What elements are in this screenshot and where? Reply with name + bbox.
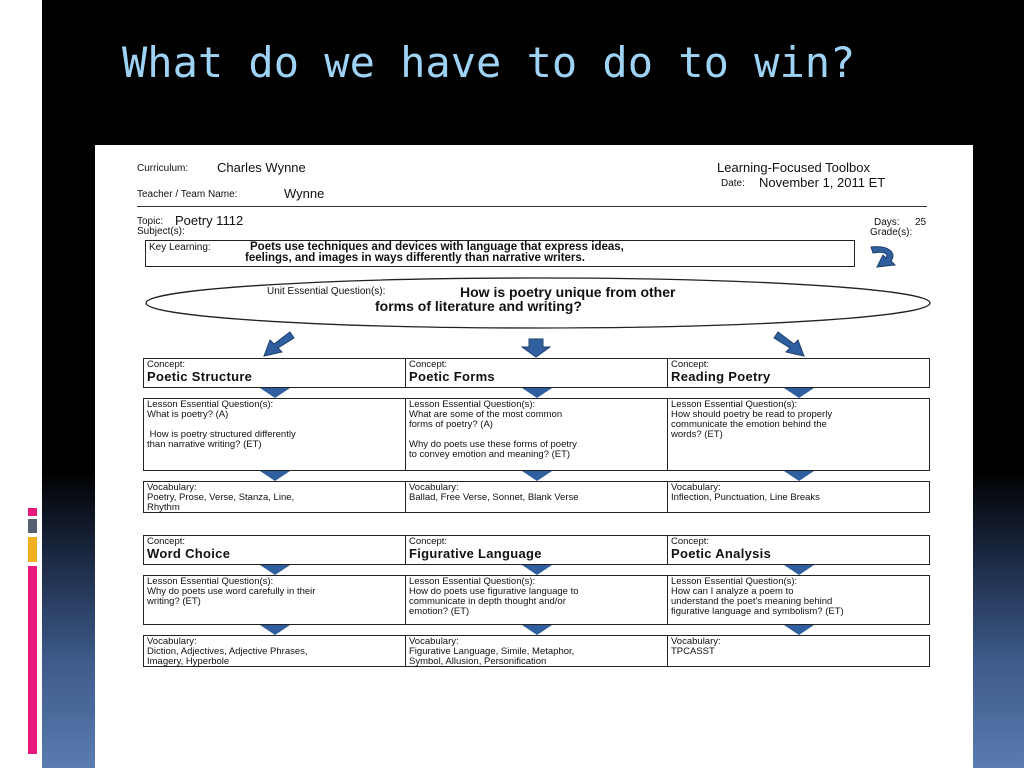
concept-cell-3	[667, 358, 930, 388]
concept-cell-4	[143, 535, 406, 565]
teacher-label: Teacher / Team Name:	[137, 189, 238, 200]
vocab-label: Vocabulary:	[671, 482, 721, 493]
header-rule	[137, 206, 927, 207]
concept-label: Concept:	[671, 359, 710, 370]
leq-line: communicate in depth thought and/or	[409, 596, 566, 607]
leq-line: understand the poet's meaning behind	[671, 596, 833, 607]
leq-cell-3	[667, 398, 930, 471]
concept-cell-5	[405, 535, 668, 565]
key-learning-box	[145, 240, 855, 267]
concept-cell-1	[143, 358, 406, 388]
leq-line: What are some of the most common	[409, 409, 563, 420]
vocab-line: Ballad, Free Verse, Sonnet, Blank Verse	[409, 492, 579, 503]
concept-label: Concept:	[147, 359, 186, 370]
vocab-line: Inflection, Punctuation, Line Breaks	[671, 492, 820, 503]
leq-cell-1	[143, 398, 406, 471]
leq-line: Why do poets use these forms of poetry	[409, 439, 577, 450]
leq-cell-2	[405, 398, 668, 471]
accent-bar-pink-top	[28, 508, 37, 516]
leq-line: How should poetry be read to properly	[671, 409, 833, 420]
leq-line: Why do poets use word carefully in their	[147, 586, 316, 597]
vocab-label: Vocabulary:	[147, 482, 197, 493]
key-learning-line1: Poets use techniques and devices with language that express ideas,	[250, 241, 624, 253]
accent-bar-pink	[28, 566, 37, 754]
concept-cell-2	[405, 358, 668, 388]
leq-line: figurative language and symbolism? (ET)	[671, 606, 844, 617]
toolbox-label: Learning-Focused Toolbox	[717, 160, 870, 175]
concept-cell-6	[667, 535, 930, 565]
ueq-line2: forms of literature and writing?	[375, 298, 582, 314]
accent-bar-gold	[28, 537, 37, 562]
arrow-down-left-icon	[260, 330, 296, 358]
curriculum-value: Charles Wynne	[217, 160, 306, 175]
vocab-label: Vocabulary:	[409, 482, 459, 493]
leq-line: emotion? (ET)	[409, 606, 470, 617]
key-learning-line2: feelings, and images in ways differently than narrative writers.	[245, 252, 585, 264]
leq-label: Lesson Essential Question(s):	[147, 576, 274, 587]
leq-line: words? (ET)	[671, 429, 723, 440]
subjects-label: Subject(s):	[137, 226, 185, 237]
concept-title: Word Choice	[147, 546, 231, 561]
concept-label: Concept:	[409, 536, 448, 547]
concept-title: Poetic Analysis	[671, 546, 772, 561]
ueq-label: Unit Essential Question(s):	[267, 286, 386, 297]
vocab-line: Symbol, Allusion, Personification	[409, 656, 547, 667]
leq-label: Lesson Essential Question(s):	[671, 399, 798, 410]
concept-label: Concept:	[671, 536, 710, 547]
days-label: Days:	[874, 217, 900, 228]
leq-line: communicate the emotion behind the	[671, 419, 827, 430]
slide-title: What do we have to do to win?	[122, 38, 856, 87]
teacher-value: Wynne	[284, 186, 325, 201]
grades-label: Grade(s):	[870, 227, 913, 238]
days-value: 25	[915, 217, 927, 228]
key-learning-label: Key Learning:	[149, 242, 211, 253]
concept-label: Concept:	[409, 359, 448, 370]
leq-cell-6	[667, 575, 930, 625]
vocab-line: TPCASST	[671, 646, 715, 657]
accent-bar-gray	[28, 519, 37, 533]
vertical-lines-decoration	[18, 23, 40, 115]
arrow-down-right-icon	[772, 330, 808, 358]
leq-label: Lesson Essential Question(s):	[671, 576, 798, 587]
vocab-cell-6	[667, 635, 930, 667]
leq-line: forms of poetry? (A)	[409, 419, 493, 430]
curved-arrow-icon	[867, 243, 901, 271]
curriculum-label: Curriculum:	[137, 163, 189, 174]
vocab-cell-5	[405, 635, 668, 667]
arrow-down-center-icon	[521, 338, 551, 358]
curriculum-map-document	[95, 145, 973, 768]
vocab-line: Rhythm	[147, 502, 180, 513]
date-value: November 1, 2011 ET	[759, 175, 886, 190]
vocab-cell-1	[143, 481, 406, 513]
leq-line: How is poetry structured differently	[147, 429, 296, 440]
leq-line: What is poetry? (A)	[147, 409, 229, 420]
vocab-line: Figurative Language, Simile, Metaphor,	[409, 646, 575, 657]
leq-line: than narrative writing? (ET)	[147, 439, 262, 450]
concept-title: Reading Poetry	[671, 369, 771, 384]
leq-line: to convey emotion and meaning? (ET)	[409, 449, 571, 460]
concept-title: Figurative Language	[409, 546, 542, 561]
vocab-line: Imagery, Hyperbole	[147, 656, 230, 667]
concept-label: Concept:	[147, 536, 186, 547]
topic-value: Poetry 1112	[175, 213, 244, 228]
topic-label: Topic:	[137, 216, 164, 227]
concept-title: Poetic Structure	[147, 369, 253, 384]
vocab-cell-2	[405, 481, 668, 513]
leq-line: How can I analyze a poem to	[671, 586, 794, 597]
leq-line: writing? (ET)	[147, 596, 201, 607]
leq-cell-4	[143, 575, 406, 625]
concept-title: Poetic Forms	[409, 369, 495, 384]
vocab-cell-3	[667, 481, 930, 513]
date-label: Date:	[721, 178, 745, 189]
vocab-label: Vocabulary:	[671, 636, 721, 647]
vocab-cell-4	[143, 635, 406, 667]
leq-label: Lesson Essential Question(s):	[147, 399, 274, 410]
leq-label: Lesson Essential Question(s):	[409, 576, 536, 587]
vocab-label: Vocabulary:	[147, 636, 197, 647]
leq-cell-5	[405, 575, 668, 625]
vocab-line: Poetry, Prose, Verse, Stanza, Line,	[147, 492, 295, 503]
leq-line: How do poets use figurative language to	[409, 586, 579, 597]
ueq-line1: How is poetry unique from other	[460, 284, 676, 300]
vocab-label: Vocabulary:	[409, 636, 459, 647]
leq-label: Lesson Essential Question(s):	[409, 399, 536, 410]
vocab-line: Diction, Adjectives, Adjective Phrases,	[147, 646, 308, 657]
